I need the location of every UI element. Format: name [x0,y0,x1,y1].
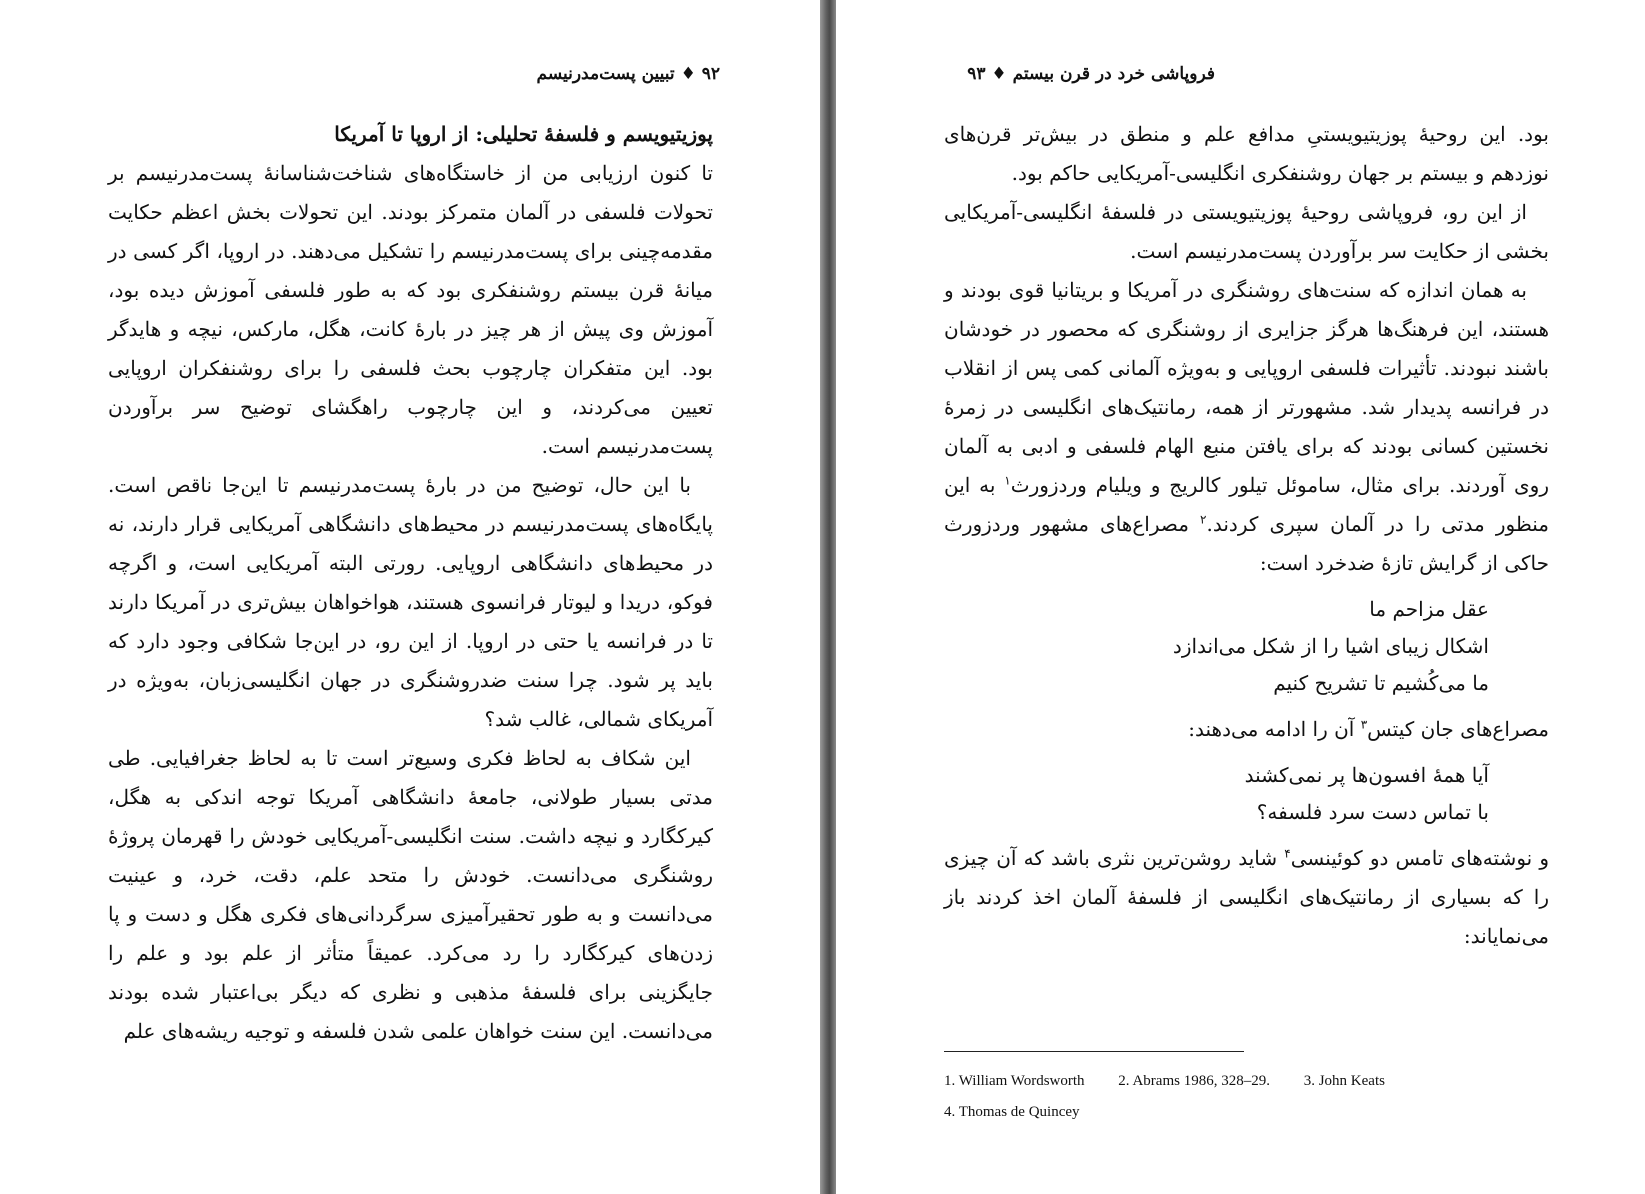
right-page-body [944,115,1549,956]
verse-block [944,591,1489,702]
paragraph [944,839,1549,956]
footnote-marker: ۲ [1200,512,1207,527]
paragraph [944,710,1549,749]
footnote-marker: ۴ [1284,846,1291,861]
paragraph-text: به این منظور مدتی را در آلمان سپری کردند. [944,473,1549,536]
paragraph: تا کنون ارزیابی من از خاستگاه‌های شناخت‌شناسانهٔ پست‌مدرنیسم بر تحولات فلسفی در آلمان متمرکز بودند. این تحولات بخش اعظم حکایت مقدمه‌چینی برای پست‌مدرنیسم را تشکیل می‌دهند. در اروپا، اگر کسی در میانهٔ قرن بیستم روشنفکری بود که به طور فلسفی آموزش دیده بود، آموزش وی پیش از هر چیز در بارهٔ کانت، هگل، مارکس، نیچه و هایدگر بود. این متفکران چارچوب بحث فلسفی را برای روشنفکران اروپایی تعیین می‌کردند، و این چارچوب راهگشای توضیح سر برآوردن پست‌مدرنیسم است. [108,161,713,458]
paragraph-text: شاید روشن‌ترین نثری باشد که آن چیزی را که بسیاری از رمانتیک‌های انگلیسی از فلسفهٔ آلمان اخذ کردند باز می‌نمایاند: [944,846,1549,948]
left-page-body [108,115,713,1051]
verse-line: ما می‌کُشیم تا تشریح کنیم [1273,671,1489,695]
verse-line: عقل مزاحم ما [1369,597,1489,621]
left-page [0,0,820,1194]
running-head-left: ۹۲ ♦ تبیین پست‌مدرنیسم [536,64,720,84]
book-gutter [820,0,836,1194]
verse-line: با تماس دست سرد فلسفه؟ [1256,800,1489,824]
paragraph-text: مصراع‌های جان کیتس [1367,717,1549,741]
paragraph: این شکاف به لحاظ فکری وسیع‌تر است تا به لحاظ جغرافیایی. طی مدتی بسیار طولانی، جامعهٔ دانشگاهی آمریکا توجه اندکی به هگل، کیرکگارد و نیچه داشت. سنت انگلیسی-آمریکایی خودش را قهرمان پروژهٔ روشنگری می‌دانست. خودش را متحد علم، دقت، خرد، و عینیت می‌دانست و به طور تحقیرآمیزی سرگردانی‌های فکری هگل و دست و پا زدن‌های کیرکگارد را رد می‌کرد. عمیقاً متأثر از علم بود و علم را جایگزینی برای فلسفهٔ مذهبی و نظری که دیگر بی‌اعتبار شده بودند می‌دانست. این سنت خواهان علمی شدن فلسفه و توجیه ریشه‌های علم [108,746,713,1043]
footnote-divider [944,1051,1244,1052]
footnote: 1. William Wordsworth [944,1073,1085,1089]
footnote: 4. Thomas de Quincey [944,1104,1080,1120]
verse-line: آیا همهٔ افسون‌ها پر نمی‌کشند [1244,763,1489,787]
footnote-marker: ۳ [1360,717,1368,732]
paragraph: از این رو، فروپاشی روحیهٔ پوزیتیویستی در فلسفهٔ انگلیسی-آمریکایی بخشی از حکایت سر برآوردن پست‌مدرنیسم است. [944,200,1549,263]
running-head-right: فروپاشی خرد در قرن بیستم ♦ ۹۳ [967,64,1215,84]
paragraph-text: به همان اندازه که سنت‌های روشنگری در آمریکا و بریتانیا قوی بودند و هستند، این فرهنگ‌ها هرگز جزایری از روشنگری که محصور در خودشان باشند نبودند. تأثیرات فلسفی اروپایی و به‌ویژه آلمانی کمی پس از انقلاب در فرانسه پدیدار شد. مشهورتر از همه، رمانتیک‌های انگلیسی در زمرهٔ نخستین کسانی بودند که برای یافتن منبع الهام فلسفی و ادبی به آلمان روی آوردند. برای مثال، ساموئل تیلور کالریج و ویلیام وردزورث [944,278,1549,497]
section-heading: پوزیتیویسم و فلسفهٔ تحلیلی: از اروپا تا آمریکا [334,122,713,146]
paragraph [944,271,1549,583]
paragraph: بود. این روحیهٔ پوزیتیویستیِ مدافع علم و منطق در بیش‌تر قرن‌های نوزدهم و بیستم بر جهان روشنفکری انگلیسی-آمریکایی حاکم بود. [944,122,1549,185]
paragraph-text: مصراع‌های مشهور وردزورث حاکی از گرایش تازهٔ ضدخرد است: [944,512,1549,575]
verse-line: اشکال زیبای اشیا را از شکل می‌اندازد [1172,634,1489,658]
right-page [836,0,1645,1194]
paragraph: با این حال، توضیح من در بارهٔ پست‌مدرنیسم تا این‌جا ناقص است. پایگاه‌های پست‌مدرنیسم در محیط‌های دانشگاهی آمریکایی قرار دارند، نه در محیط‌های دانشگاهی اروپایی. رورتی البته آمریکایی است، و اگرچه فوکو، دریدا و لیوتار فرانسوی هستند، هواخواهان بیش‌تری در آمریکا دارند تا در فرانسه یا حتی در اروپا. از این رو، در این‌جا شکافی وجود دارد که باید پر شود. چرا سنت ضدروشنگری در جهان انگلیسی‌زبان، به‌ویژه در آمریکای شمالی، غالب شد؟ [108,473,713,731]
paragraph-text: آن را ادامه می‌دهند: [1188,717,1361,741]
footnote-marker: ۱ [1004,473,1011,488]
paragraph-text: و نوشته‌های تامس دو کوئینسی [1290,846,1549,870]
footnotes [944,1066,1564,1128]
verse-block [944,757,1489,831]
footnote: 2. Abrams 1986, 328–29. [1118,1073,1270,1089]
footnote: 3. John Keats [1303,1073,1385,1089]
